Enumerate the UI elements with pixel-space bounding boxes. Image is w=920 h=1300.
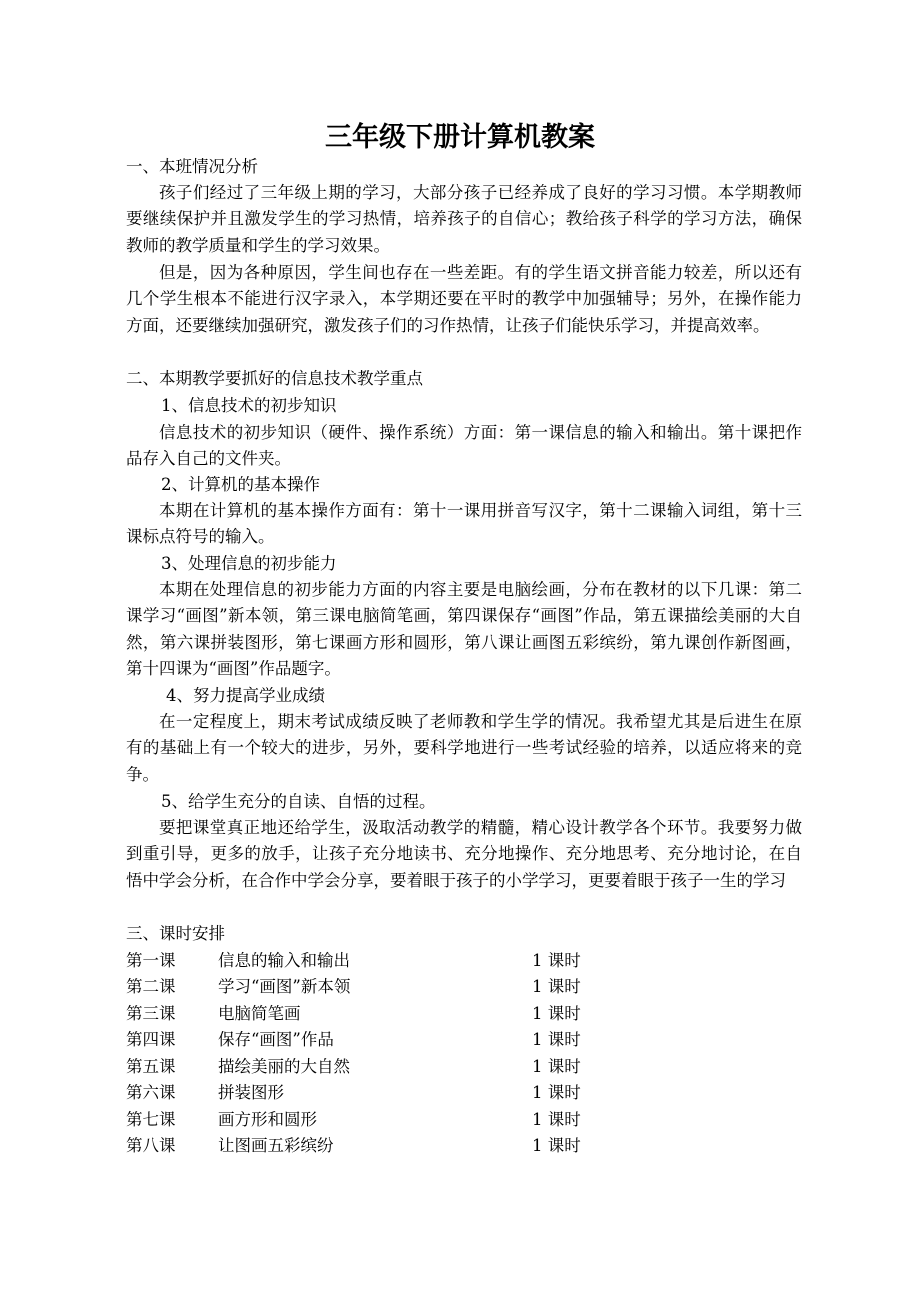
schedule-topic: 电脑简笔画 <box>218 1004 301 1023</box>
paragraph-class-analysis-1: 孩子们经过了三年级上期的学习，大部分孩子已经养成了良好的学习习惯。本学期教师要继续保护并且激发学生的学习热情，培养孩子的自信心；教给孩子科学的学习方法，确保教师的教学质量和学生的学习效果。 <box>126 183 802 255</box>
subheading-self-study: 5、给学生充分的自读、自悟的过程。 <box>161 792 436 811</box>
subheading-information-processing: 3、处理信息的初步能力 <box>161 554 337 573</box>
schedule-row <box>126 1027 806 1053</box>
schedule-lesson: 第六课 <box>126 1083 176 1102</box>
paragraph-basic-operation: 本期在计算机的基本操作方面有：第十一课用拼音写汉字，第十二课输入词组，第十三课标点符号的输入。 <box>126 501 802 547</box>
schedule-row <box>126 1133 806 1159</box>
document-title: 三年级下册计算机教案 <box>325 122 595 153</box>
schedule-lesson: 第一课 <box>126 951 176 970</box>
schedule-row <box>126 948 806 974</box>
schedule-lesson: 第八课 <box>126 1136 176 1155</box>
schedule-lesson: 第五课 <box>126 1057 176 1076</box>
schedule-hours: 1 课时 <box>532 1083 581 1102</box>
schedule-topic: 让图画五彩缤纷 <box>218 1136 334 1155</box>
schedule-lesson: 第四课 <box>126 1030 176 1049</box>
section-heading-class-analysis: 一、本班情况分析 <box>126 157 258 176</box>
schedule-topic: 描绘美丽的大自然 <box>218 1057 350 1076</box>
schedule-row <box>126 974 806 1000</box>
schedule-lesson: 第三课 <box>126 1004 176 1023</box>
schedule-hours: 1 课时 <box>532 1057 581 1076</box>
section-heading-teaching-focus: 二、本期教学要抓好的信息技术教学重点 <box>126 369 423 388</box>
schedule-lesson: 第二课 <box>126 977 176 996</box>
subheading-academic-performance: 4、努力提高学业成绩 <box>166 686 325 705</box>
schedule-row <box>126 1080 806 1106</box>
schedule-hours: 1 课时 <box>532 1136 581 1155</box>
schedule-row <box>126 1107 806 1133</box>
paragraph-academic-performance: 在一定程度上，期末考试成绩反映了老师教和学生学的情况。我希望尤其是后进生在原有的基础上有一个较大的进步，另外，要科学地进行一些考试经验的培养，以适应将来的竞争。 <box>126 712 802 784</box>
paragraph-class-analysis-2: 但是，因为各种原因，学生间也存在一些差距。有的学生语文拼音能力较差，所以还有几个学生根本不能进行汉字录入，本学期还要在平时的教学中加强辅导；另外，在操作能力方面，还要继续加强研究，激发孩子们的习作热情，让孩子们能快乐学习，并提高效率。 <box>126 263 802 335</box>
schedule-hours: 1 课时 <box>532 1004 581 1023</box>
schedule-hours: 1 课时 <box>532 951 581 970</box>
subheading-basic-knowledge: 1、信息技术的初步知识 <box>161 396 337 415</box>
schedule-hours: 1 课时 <box>532 977 581 996</box>
schedule-topic: 保存“画图”作品 <box>218 1030 334 1049</box>
schedule-row <box>126 1054 806 1080</box>
schedule-lesson: 第七课 <box>126 1110 176 1129</box>
schedule-hours: 1 课时 <box>532 1030 581 1049</box>
schedule-row <box>126 1001 806 1027</box>
schedule-hours: 1 课时 <box>532 1110 581 1129</box>
paragraph-basic-knowledge: 信息技术的初步知识（硬件、操作系统）方面：第一课信息的输入和输出。第十课把作品存入自己的文件夹。 <box>126 423 802 469</box>
subheading-basic-operation: 2、计算机的基本操作 <box>161 475 320 494</box>
schedule-topic: 画方形和圆形 <box>218 1110 317 1129</box>
schedule-topic: 拼装图形 <box>218 1083 284 1102</box>
schedule-topic: 信息的输入和输出 <box>218 951 350 970</box>
schedule-topic: 学习“画图”新本领 <box>218 977 351 996</box>
paragraph-self-study: 要把课堂真正地还给学生，汲取活动教学的精髓，精心设计教学各个环节。我要努力做到重引导，更多的放手，让孩子充分地读书、充分地操作、充分地思考、充分地讨论，在自悟中学会分析，在合作中学会分享，要着眼于孩子的小学学习，更要着眼于孩子一生的学习 <box>126 818 802 890</box>
paragraph-information-processing: 本期在处理信息的初步能力方面的内容主要是电脑绘画，分布在教材的以下几课：第二课学习“画图”新本领，第三课电脑简笔画，第四课保存“画图”作品，第五课描绘美丽的大自然，第六课拼装图形，第七课画方形和圆形，第八课让画图五彩缤纷，第九课创作新图画，第十四课为“画图”作品题字。 <box>126 580 802 679</box>
section-heading-schedule: 三、课时安排 <box>126 924 225 943</box>
